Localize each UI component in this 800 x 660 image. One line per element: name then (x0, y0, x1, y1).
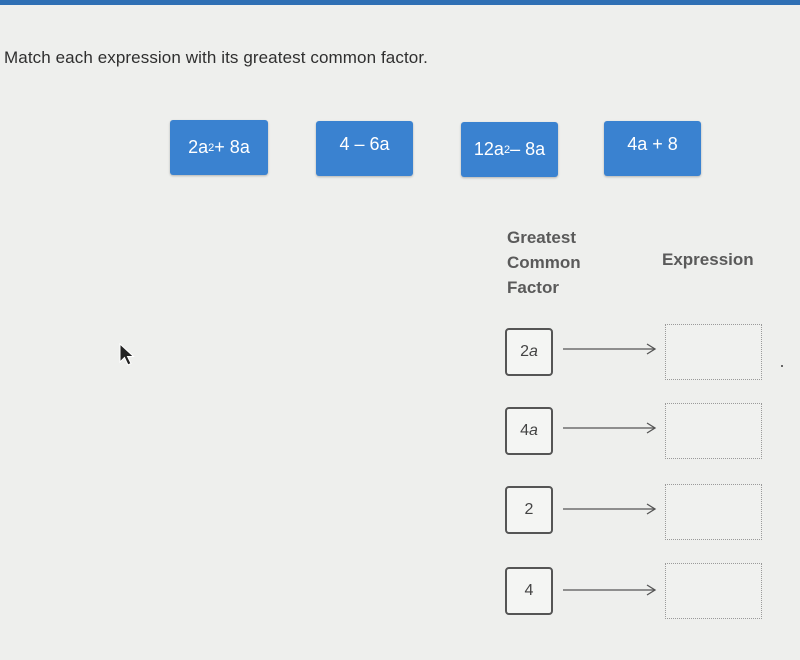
expression-tile-2-base: 4 – 6a (339, 134, 390, 154)
expression-tile-3-rest: – 8a (510, 139, 546, 159)
expression-tile-3-base: 12a (473, 139, 504, 159)
factor-1-number: 2 (520, 343, 529, 360)
drop-target-4[interactable] (665, 563, 762, 619)
expression-column-header: Expression (662, 250, 754, 269)
top-accent-bar (0, 0, 800, 5)
expression-tile-4[interactable] (604, 121, 701, 176)
factor-box-2 (505, 407, 553, 455)
drop-target-1[interactable] (665, 324, 762, 380)
gcf-header-line-2: Common (507, 253, 581, 272)
arrow-right-icon (563, 421, 659, 435)
arrow-right-icon (563, 342, 659, 356)
expression-tile-4-base: 4a + 8 (627, 134, 678, 154)
question-prompt: Match each expression with its greatest common factor. (4, 48, 428, 67)
drop-target-2[interactable] (665, 403, 762, 459)
expression-tile-3[interactable] (461, 122, 558, 177)
factor-4-number: 4 (524, 582, 534, 599)
factor-2-number: 4 (520, 422, 529, 439)
factor-box-1 (505, 328, 553, 376)
gcf-column-header (507, 225, 607, 300)
factor-box-4 (505, 567, 553, 615)
gcf-header-line-3: Factor (507, 278, 559, 297)
factor-3-number: 2 (524, 501, 534, 518)
factor-box-3 (505, 486, 553, 534)
expression-tile-2[interactable] (316, 121, 413, 176)
expression-tile-1[interactable] (170, 120, 268, 175)
expression-tile-1-exponent: 2 (208, 141, 215, 154)
expression-tile-1-base: 2a (188, 137, 209, 157)
arrow-right-icon (563, 583, 659, 597)
expression-tile-1-rest: + 8a (214, 137, 250, 157)
gcf-header-line-1: Greatest (507, 228, 576, 247)
mouse-cursor-icon (118, 343, 138, 367)
arrow-right-icon (563, 502, 659, 516)
factor-2-variable: a (529, 422, 538, 439)
factor-1-variable: a (529, 343, 538, 360)
drop-target-3[interactable] (665, 484, 762, 540)
expression-tile-3-exponent: 2 (503, 143, 511, 156)
stray-dot (781, 365, 783, 367)
